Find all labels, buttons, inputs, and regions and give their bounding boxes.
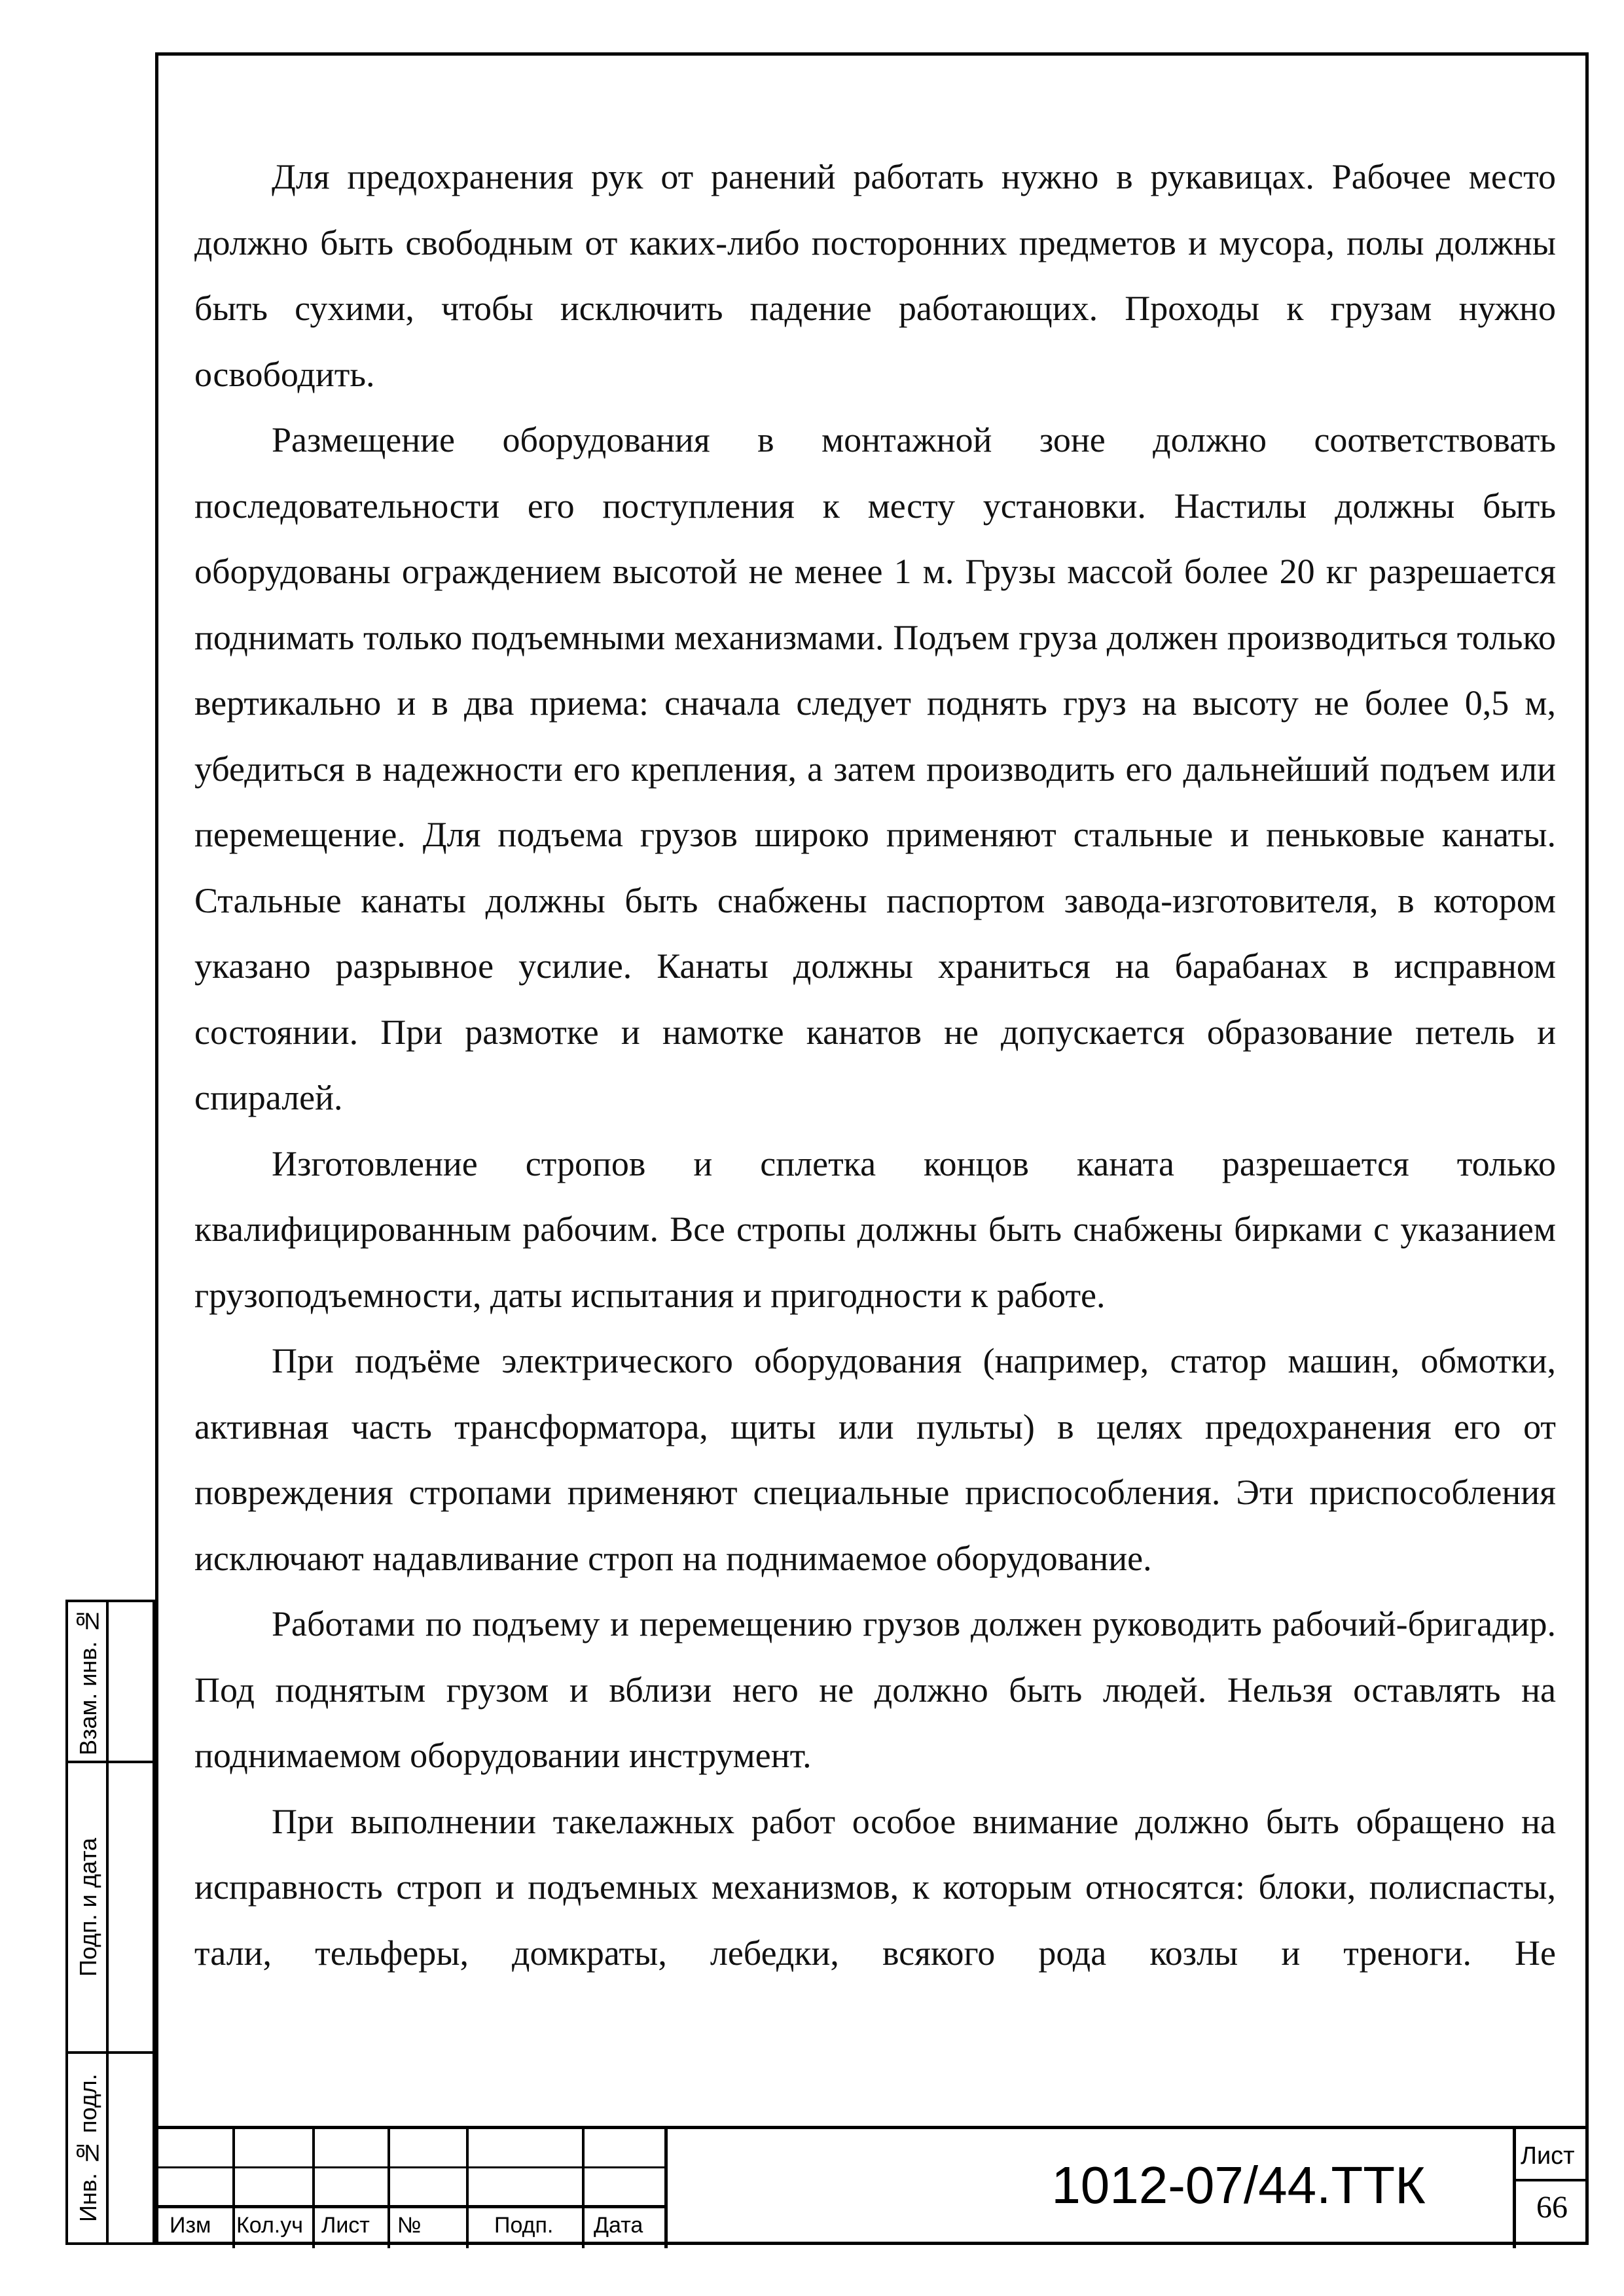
tb-col-line <box>466 2129 469 2248</box>
paragraph: Изготовление стропов и сплетка концов каната разрешается только квалифицированным рабочим. Все стропы должны быть снабжены бирками с указанием грузоподъемности, даты испытания и пригодности к работе. <box>194 1143 1556 1315</box>
paragraph: Для предохранения рук от ранений работать нужно в рукавицах. Рабочее место должно быть свободным от каких-либо посторонних предметов и мусора, полы должны быть сухими, чтобы исключить падение работающих. Проходы к грузам нужно освободить. <box>194 157 1556 394</box>
tb-col-number: № <box>397 2213 422 2238</box>
tb-col-line <box>388 2129 390 2248</box>
title-block <box>155 2126 1589 2245</box>
paragraph: Работами по подъему и перемещению грузов должен руководить рабочий-бригадир. Под поднятым грузом и вблизи него не должно быть людей. Нельзя оставлять на поднимаемом оборудовании инструмент. <box>194 1604 1556 1775</box>
inv-podl-label: Инв. № подл. <box>75 2073 101 2223</box>
tb-col-podp: Подп. <box>494 2213 554 2238</box>
document-body <box>194 144 1556 1986</box>
side-stamp-vzam-inv <box>65 1600 155 1763</box>
tb-col-line <box>664 2129 668 2248</box>
tb-col-kol-uch: Кол.уч <box>236 2213 303 2238</box>
paragraph: Размещение оборудования в монтажной зоне должно соответствовать последовательности его поступления к месту установки. Настилы должны быть оборудованы ограждением высотой не менее 1 м. Грузы массой более 20 кг разрешается поднимать только подъемными механизмами. Подъем груза должен производиться только вертикально и в два приема: сначала следует поднять груз на высоту не более 0,5 м, убедиться в надежности его крепления, а затем производить его дальнейший подъем или перемещение. Для подъема грузов широко применяют стальные и пеньковые канаты. Стальные канаты должны быть снабжены паспортом завода-изготовителя, в котором указано разрывное усилие. Канаты должны храниться на барабанах в исправном состоянии. При размотке и намотке канатов не допускается образование петель и спиралей. <box>194 420 1556 1117</box>
paragraph: При выполнении такелажных работ особое внимание должно быть обращено на исправность строп и подъемных механизмов, к которым относятся: блоки, полиспасты, тали, тельферы, домкраты, лебедки, всякого рода козлы и треноги. Не <box>194 1801 1556 1973</box>
tb-col-line <box>232 2129 235 2248</box>
sheet-label: Лист <box>1521 2142 1575 2170</box>
tb-col-line <box>312 2129 315 2248</box>
podp-data-label: Подп. и дата <box>75 1837 101 1977</box>
side-stamp-podp-data <box>65 1761 155 2054</box>
side-stamp-inv-podl <box>65 2051 155 2245</box>
tb-col-izm: Изм <box>170 2213 211 2238</box>
tb-col-data: Дата <box>594 2213 643 2238</box>
tb-col-line <box>582 2129 585 2248</box>
document-code: 1012-07/44.ТТК <box>1051 2156 1426 2214</box>
paragraph: При подъёме электрического оборудования (например, статор машин, обмотки, активная часть трансформатора, щиты или пульты) в целях предохранения его от повреждения стропами применяют специальные приспособления. Эти приспособления исключают надавливание строп на поднимаемое оборудование. <box>194 1341 1556 1578</box>
tb-col-list: Лист <box>321 2213 370 2238</box>
sheet-number: 66 <box>1536 2190 1568 2225</box>
vzam-inv-label: Взам. инв. № <box>75 1607 101 1755</box>
